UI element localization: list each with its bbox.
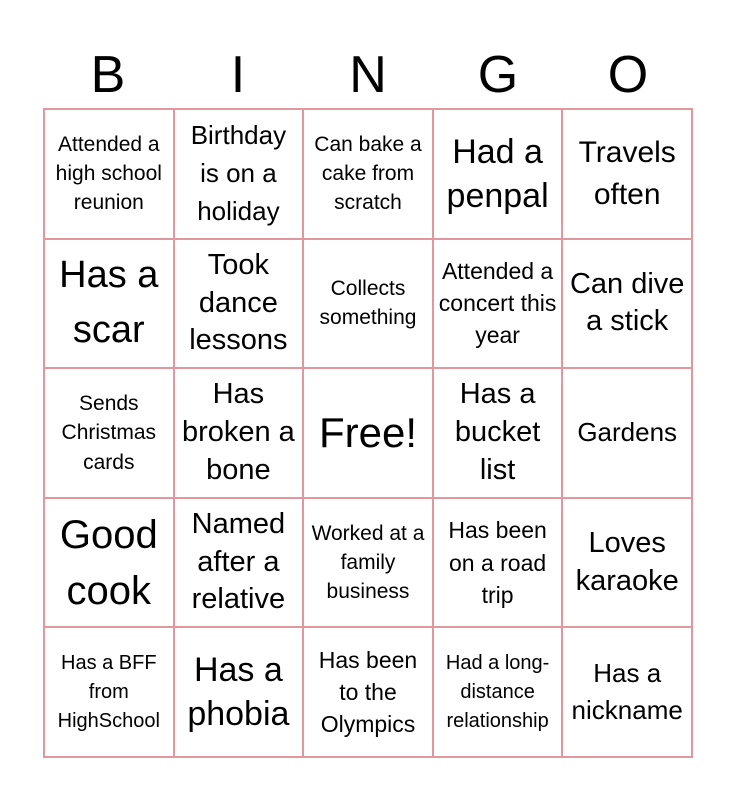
bingo-cell[interactable]: [562, 498, 692, 628]
bingo-cell[interactable]: [303, 239, 433, 369]
bingo-cell[interactable]: [562, 368, 692, 498]
bingo-cell[interactable]: [303, 498, 433, 628]
cell-text: Collects something: [319, 277, 417, 330]
bingo-cell[interactable]: [303, 109, 433, 239]
cell-text: Has a BFF from HighSchool: [57, 651, 160, 732]
bingo-cell[interactable]: [303, 627, 433, 757]
cell-text: Had a penpal: [446, 132, 549, 215]
bingo-cell[interactable]: [44, 239, 174, 369]
header-letter-i: I: [230, 46, 246, 104]
cell-text: Has a bucket list: [454, 378, 541, 486]
cell-text: Travels often: [578, 136, 676, 211]
cell-text: Good cook: [59, 512, 158, 613]
cell-text: Worked at a family business: [311, 521, 425, 604]
cell-text: Can dive a stick: [569, 267, 685, 338]
bingo-cell[interactable]: [562, 627, 692, 757]
cell-text: Named after a relative: [191, 508, 286, 616]
bingo-cell[interactable]: [562, 239, 692, 369]
cell-text: Birthday is on a holiday: [190, 120, 287, 226]
bingo-cell[interactable]: [174, 109, 304, 239]
cell-text: Attended a high school reunion: [55, 132, 162, 215]
cell-text: Attended a concert this year: [438, 258, 557, 349]
free-space-text: Free!: [318, 408, 417, 456]
header-letter-o: O: [607, 46, 649, 104]
cell-text: Can bake a cake from scratch: [314, 132, 422, 215]
bingo-cell[interactable]: [174, 627, 304, 757]
cell-text: Gardens: [577, 417, 678, 448]
bingo-cell[interactable]: [562, 109, 692, 239]
bingo-header: [43, 46, 693, 104]
bingo-cell[interactable]: [174, 498, 304, 628]
free-space-cell[interactable]: [303, 368, 433, 498]
cell-text: Has a phobia: [187, 651, 290, 734]
bingo-cell[interactable]: [44, 368, 174, 498]
bingo-cell[interactable]: [174, 368, 304, 498]
bingo-cell[interactable]: [433, 627, 563, 757]
cell-text: Has a nickname: [571, 657, 683, 726]
bingo-cell[interactable]: [433, 239, 563, 369]
header-letter-g: G: [477, 46, 519, 104]
cell-text: Took dance lessons: [189, 248, 288, 357]
bingo-cell[interactable]: [44, 498, 174, 628]
header-letter-b: B: [90, 46, 126, 104]
bingo-cell[interactable]: [433, 498, 563, 628]
cell-text: Has been to the Olympics: [318, 646, 418, 738]
cell-text: Sends Christmas cards: [61, 391, 157, 474]
cell-text: Has a scar: [59, 254, 159, 352]
cell-text: Loves karaoke: [575, 526, 679, 597]
bingo-cell[interactable]: [174, 239, 304, 369]
bingo-grid: [43, 108, 693, 758]
bingo-cell[interactable]: [433, 368, 563, 498]
header-letter-n: N: [349, 46, 387, 104]
bingo-cell[interactable]: [44, 109, 174, 239]
cell-text: Has broken a bone: [181, 378, 295, 486]
bingo-cell[interactable]: [433, 109, 563, 239]
bingo-cell[interactable]: [44, 627, 174, 757]
cell-text: Had a long-distance relationship: [445, 651, 550, 732]
cell-text: Has been on a road trip: [448, 517, 547, 608]
